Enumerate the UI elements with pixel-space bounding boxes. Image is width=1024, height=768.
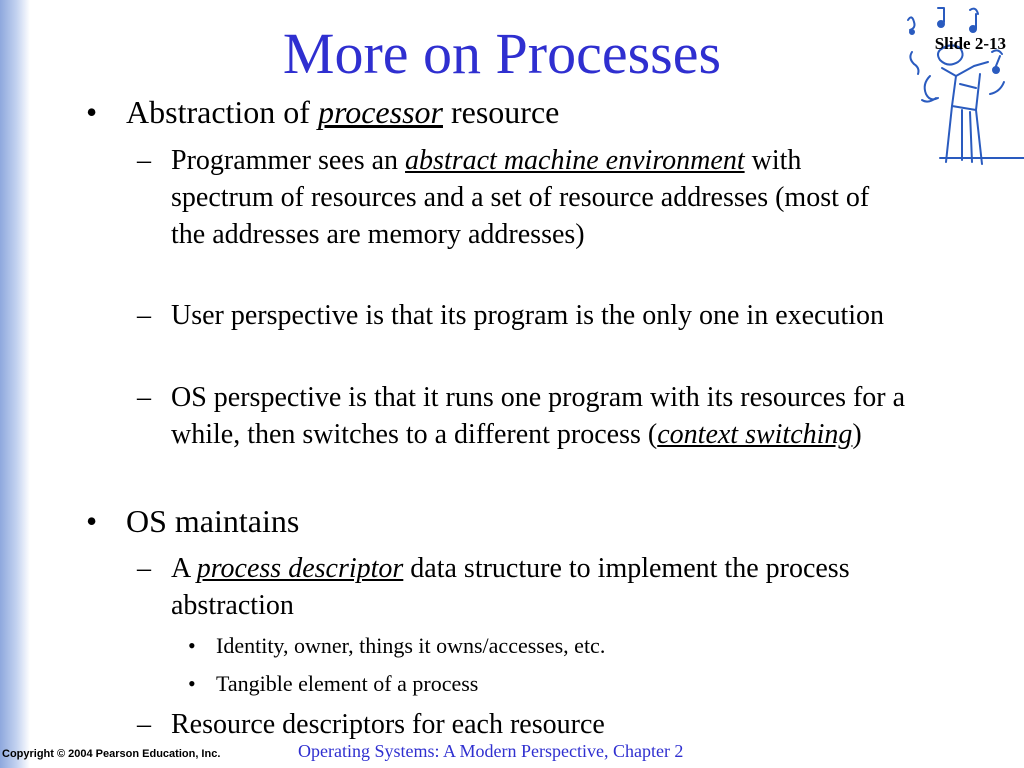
bullet-text: Abstraction of: [126, 94, 318, 130]
subbullet-text-tail: data structure to implement the process abstraction: [171, 553, 850, 621]
dash-marker: –: [137, 300, 151, 331]
musician-conductor-logo-icon: [900, 2, 1024, 170]
subbullet-text: OS perspective is that it runs one program with its resources for a while, then switches to a different process (: [171, 382, 906, 450]
dash-marker: –: [137, 382, 151, 413]
bullet-marker: •: [86, 503, 98, 539]
subbullet-text: Programmer sees an: [171, 145, 406, 176]
subsubbullet-identity: [188, 632, 606, 660]
subbullet-emphasis: abstract machine environment: [405, 145, 745, 176]
bullet-abstraction: [86, 93, 560, 131]
dash-marker: –: [137, 553, 151, 584]
bullet-marker: •: [188, 633, 196, 658]
subbullet-resource-descriptors: [137, 706, 906, 743]
subbullet-emphasis: process descriptor: [196, 553, 404, 584]
bullet-emphasis: processor: [317, 94, 443, 130]
subsubbullet-text: Tangible element of a process: [216, 671, 479, 696]
subbullet-text: User perspective is that its program is the only one in execution: [171, 300, 885, 331]
slide-number: Slide 2-13: [934, 34, 1006, 53]
subbullet-text-tail: ): [852, 419, 862, 450]
bullet-marker: •: [86, 94, 98, 130]
bullet-text-tail: resource: [442, 94, 560, 130]
bullet-marker: •: [188, 671, 196, 696]
subbullet-process-descriptor: [137, 550, 906, 624]
subbullet-programmer: [137, 142, 906, 253]
dash-marker: –: [137, 709, 151, 740]
subbullet-user-perspective: [137, 297, 906, 334]
subsubbullet-tangible: [188, 670, 479, 698]
subsubbullet-text: Identity, owner, things it owns/accesses, etc.: [216, 633, 606, 658]
subbullet-os-perspective: [137, 379, 906, 453]
dash-marker: –: [137, 145, 151, 176]
subbullet-emphasis: context switching: [657, 419, 853, 450]
slide-title: More on Processes: [282, 21, 722, 86]
bullet-os-maintains: [86, 502, 300, 540]
footer-book-title: Operating Systems: A Modern Perspective, Chapter 2: [298, 741, 684, 761]
bullet-text: OS maintains: [126, 503, 300, 539]
subbullet-text-tail: with spectrum of resources and a set of resource addresses (most of the addresses are memory addresses): [171, 145, 870, 250]
subbullet-text: A: [171, 553, 197, 584]
left-gradient-bar: [0, 0, 30, 768]
subbullet-text: Resource descriptors for each resource: [171, 709, 605, 740]
copyright-notice: Copyright © 2004 Pearson Education, Inc.: [2, 748, 221, 760]
